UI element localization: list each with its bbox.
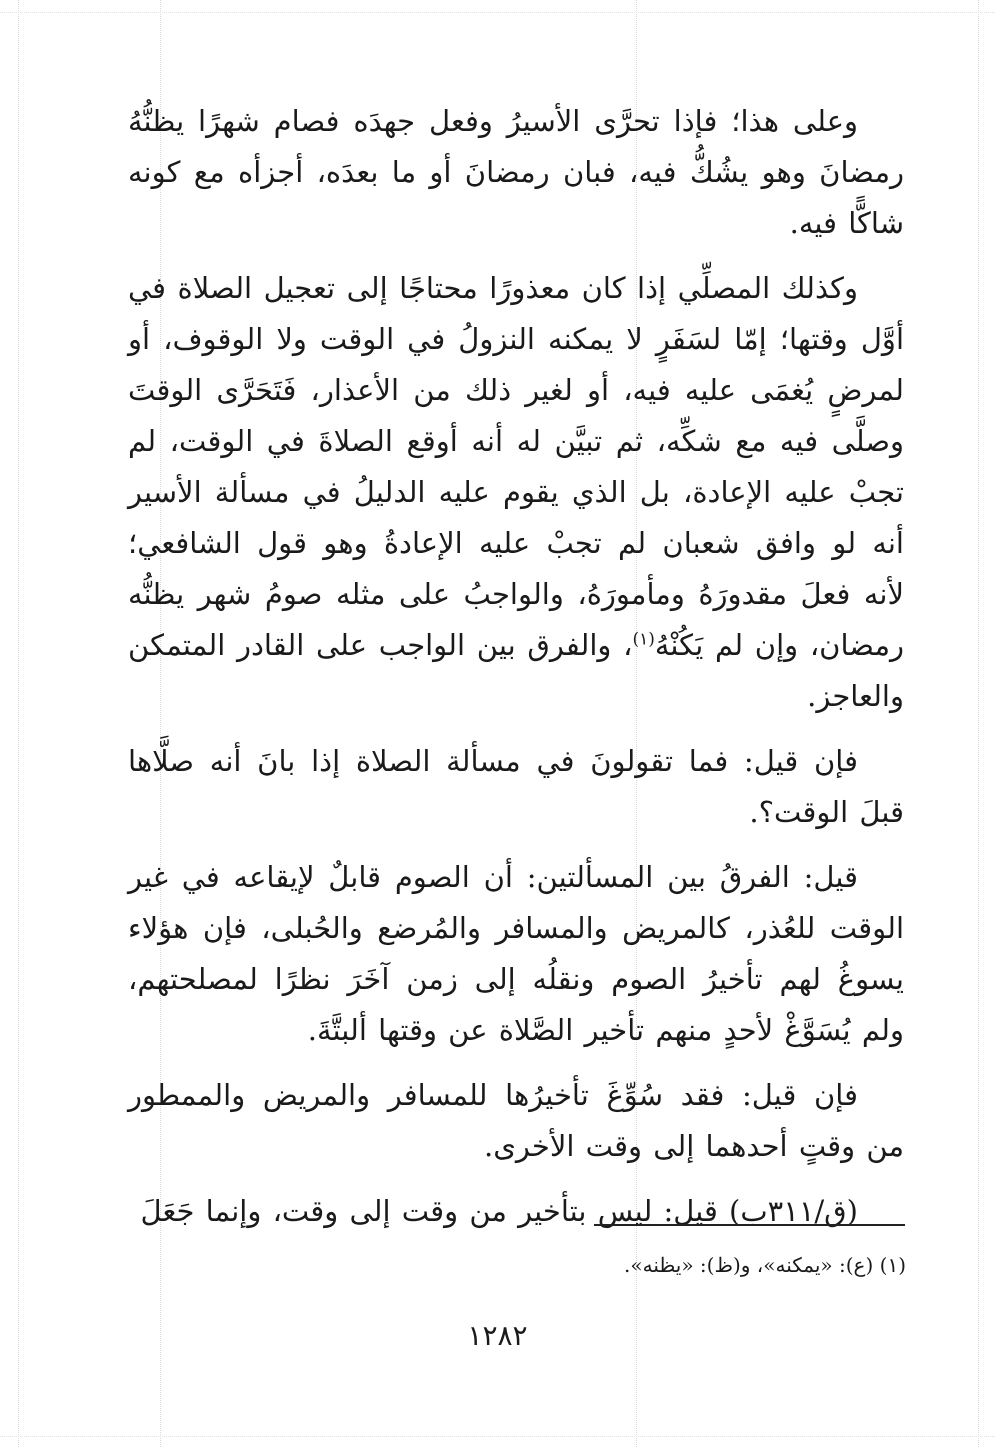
footnote: (١) (ع): «يمكنه»، و(ظ): «يظنه». [624, 1253, 906, 1277]
scan-guide-line [18, 0, 19, 1447]
scan-guide-line [978, 0, 979, 1447]
paragraph-2-tail: ، والفرق بين الواجب على القادر المتمكن والعاجز. [128, 628, 904, 713]
main-text [128, 96, 904, 1251]
page-number: ١٢٨٢ [467, 1319, 528, 1352]
paragraph-2 [128, 263, 904, 722]
paragraph-5: فإن قيل: فقد سُوِّغَ تأخيرُها للمسافر والمريض والممطور من وقتٍ أحدهما إلى وقت الأخرى. [128, 1078, 904, 1163]
footnote-separator [594, 1224, 905, 1226]
paragraph-2-text: وكذلك المصلِّي إذا كان معذورًا محتاجًا إلى تعجيل الصلاة في أوَّل وقتها؛ إمّا لسَفَرٍ لا يمكنه النزولُ في الوقت ولا الوقوف، أو لمرضٍ يُغمَى عليه فيه، أو لغير ذلك من الأعذار، فَتَحَرَّى الوقتَ وصلَّى فيه مع شكِّه، ثم تبيَّن له أنه أوقع الصلاةَ في الوقت، لم تجبْ عليه الإعادة، بل الذي يقوم عليه الدليلُ في مسألة الأسير أنه لو وافق شعبان لم تجبْ عليه الإعادةُ وهو قول الشافعي؛ لأنه فعلَ مقدورَهُ ومأمورَهُ، والواجبُ على مثله صومُ شهر يظنُّه رمضان، وإن لم يَكُنْهُ [128, 271, 904, 662]
paragraph-6: (ق/٣١١ب) قيل: ليس بتأخير من وقت إلى وقت، وإنما جَعَلَ [140, 1194, 858, 1228]
footnote-reference: (١) [632, 629, 655, 650]
scan-guide-line [0, 12, 995, 13]
scan-guide-line [0, 1436, 995, 1437]
paragraph-3: فإن قيل: فما تقولونَ في مسألة الصلاة إذا بانَ أنه صلَّاها قبلَ الوقت؟. [128, 744, 904, 829]
paragraph-4: قيل: الفرقُ بين المسألتين: أن الصوم قابلٌ لإيقاعه في غير الوقت للعُذر، كالمريض والمسافر والمُرضع والحُبلى، فإن هؤلاء يسوغُ لهم تأخيرُ الصوم ونقلُه إلى زمن آخَرَ نظرًا لمصلحتهم، ولم يُسَوَّغْ لأحدٍ منهم تأخير الصَّلاة عن وقتها ألبتَّةَ. [128, 860, 904, 1047]
paragraph-1: وعلى هذا؛ فإذا تحرَّى الأسيرُ وفعل جهدَه فصام شهرًا يظنُّهُ رمضانَ وهو يشُكُّ فيه، فبان رمضانَ أو ما بعدَه، أجزأه مع كونه شاكًّا فيه. [128, 104, 904, 240]
